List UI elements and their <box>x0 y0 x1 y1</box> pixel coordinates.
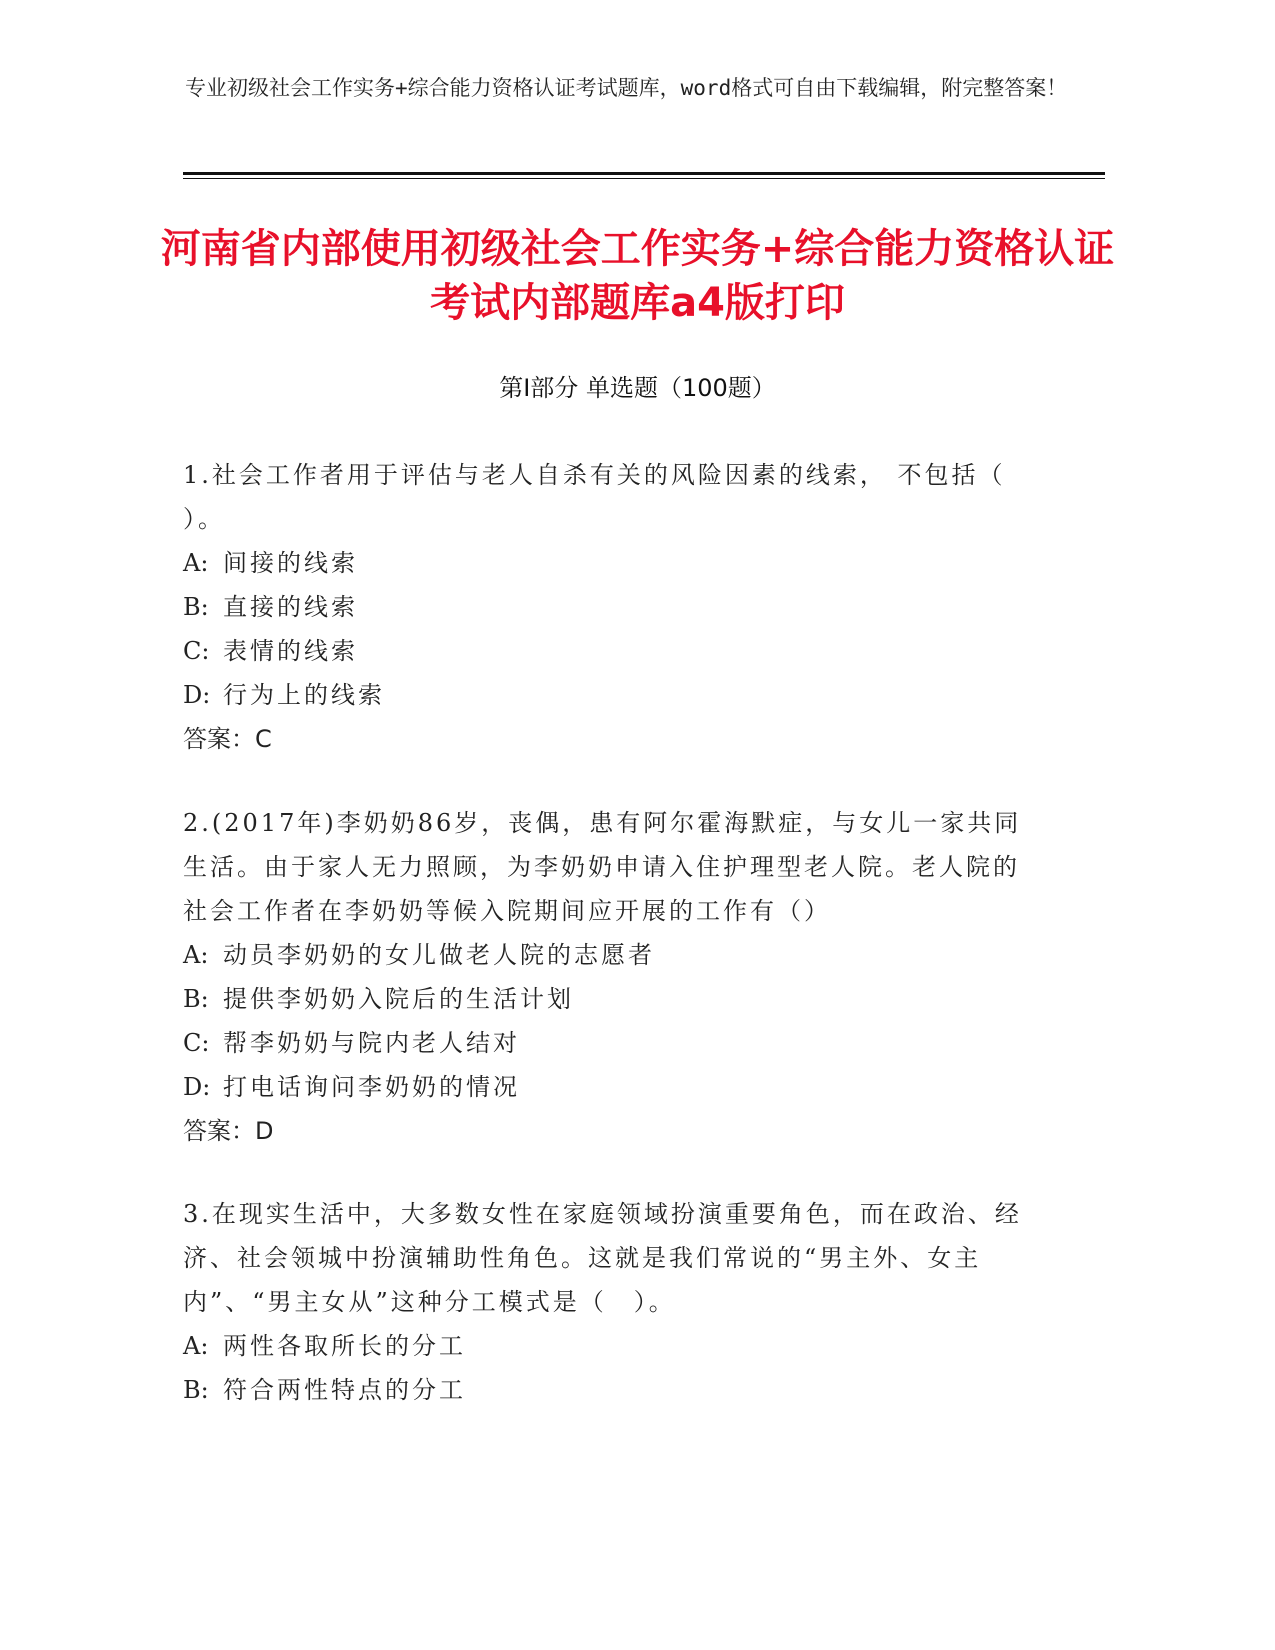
option-b <box>183 585 1043 629</box>
answer-line: 答案：D <box>183 1117 274 1145</box>
option-text: 表情的线索 <box>223 637 358 665</box>
option-text: 间接的线索 <box>223 549 358 577</box>
option-text: 帮李奶奶与院内老人结对 <box>223 1029 520 1057</box>
option-text: 打电话询问李奶奶的情况 <box>223 1073 520 1101</box>
option-text: 提供李奶奶入院后的生活计划 <box>223 985 574 1013</box>
option-d <box>183 1065 1043 1109</box>
option-a <box>183 1324 1043 1368</box>
header-divider-thick <box>183 172 1105 175</box>
option-b <box>183 977 1043 1021</box>
option-text: 直接的线索 <box>223 593 358 621</box>
header-note: 专业初级社会工作实务+综合能力资格认证考试题库，word格式可自由下载编辑，附完整答案！ <box>185 76 1068 100</box>
option-letter: D: <box>183 681 211 709</box>
section-heading: 第Ⅰ部分 单选题（100题） <box>499 374 776 402</box>
option-letter: A: <box>183 941 209 969</box>
header-divider-thin <box>183 178 1105 179</box>
question-stem: 3.在现实生活中，大多数女性在家庭领域扮演重要角色，而在政治、经济、社会领城中扮演辅助性角色。这就是我们常说的“男主外、女主内”、“男主女从”这种分工模式是（ ）。 <box>183 1200 1022 1316</box>
question-stem: 1.社会工作者用于评估与老人自杀有关的风险因素的线索， 不包括（ ）。 <box>183 461 1006 533</box>
option-letter: C: <box>183 637 210 665</box>
question-stem: 2.(2017年)李奶奶86岁，丧偶，患有阿尔霍海默症，与女儿一家共同生活。由于家人无力照顾，为李奶奶申请入住护理型老人院。老人院的社会工作者在李奶奶等候入院期间应开展的工作有（） <box>183 809 1022 925</box>
option-text: 两性各取所长的分工 <box>223 1332 466 1360</box>
option-letter: A: <box>183 1332 209 1360</box>
document-title: 河南省内部使用初级社会工作实务+综合能力资格认证考试内部题库a4版打印 <box>160 226 1115 326</box>
option-text: 符合两性特点的分工 <box>223 1376 466 1404</box>
option-letter: B: <box>183 985 209 1013</box>
option-c <box>183 629 1043 673</box>
question-1 <box>183 453 1043 761</box>
option-letter: B: <box>183 593 209 621</box>
option-text: 行为上的线索 <box>223 681 385 709</box>
option-text: 动员李奶奶的女儿做老人院的志愿者 <box>223 941 655 969</box>
option-b <box>183 1368 1043 1412</box>
question-2 <box>183 801 1043 1153</box>
option-c <box>183 1021 1043 1065</box>
question-3 <box>183 1192 1043 1412</box>
option-d <box>183 673 1043 717</box>
answer-line: 答案：C <box>183 725 272 753</box>
option-a <box>183 933 1043 977</box>
option-letter: B: <box>183 1376 209 1404</box>
option-a <box>183 541 1043 585</box>
option-letter: C: <box>183 1029 210 1057</box>
option-letter: D: <box>183 1073 211 1101</box>
option-letter: A: <box>183 549 209 577</box>
